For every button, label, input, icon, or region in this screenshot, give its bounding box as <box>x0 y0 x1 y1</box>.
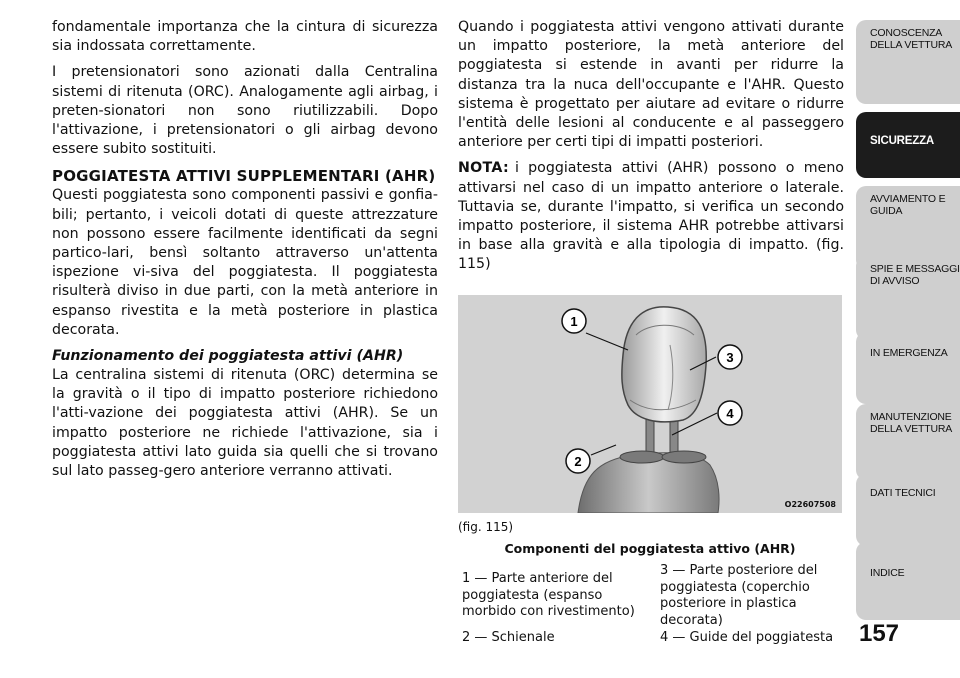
paragraph: I pretensionatori sono azionati dalla Centralina sistemi di ritenuta (ORC). Analogamente agli airbag, i preten-sionatori non sono riutilizzabili. Dopo l'attivazione, i pretensionatori o gli airbag devono essere subito sostituiti. <box>52 64 438 158</box>
callout-2 <box>566 449 590 473</box>
callout-3 <box>718 345 742 369</box>
figure-reference: (fig. 115) <box>458 520 514 534</box>
tab-conoscenza-vettura[interactable]: CONOSCENZA DELLA VETTURA <box>856 20 960 104</box>
left-column <box>52 18 438 481</box>
headrest-illustration <box>458 295 842 513</box>
tab-dati-tecnici[interactable]: DATI TECNICI <box>856 474 960 546</box>
page-number: 157 <box>858 620 900 647</box>
note-text: i poggiatesta attivi (AHR) possono o meno attivarsi nel caso di un impatto anteriore o laterale. Tuttavia se, durante l'impatto, si verifica un secondo impatto posteriore, il sistema AHR potrebbe attivarsi in base alla gravità e alla tipologia di impatto. (fig. 115) <box>458 160 844 273</box>
tab-manutenzione-vettura[interactable]: MANUTENZIONE DELLA VETTURA <box>856 404 960 480</box>
right-column <box>458 18 844 282</box>
legend-item: 3 — Parte posteriore del poggiatesta (coperchio posteriore in plastica decorata) <box>660 563 818 628</box>
tab-avviamento-guida[interactable]: AVVIAMENTO E GUIDA <box>856 186 960 270</box>
headrest-figure <box>458 295 842 513</box>
legend-item: 4 — Guide del poggiatesta <box>660 630 834 645</box>
paragraph: La centralina sistemi di ritenuta (ORC) determina se la gravità o il tipo di impatto posteriore richiedono l'atti-vazione dei poggiatesta attivi (AHR). Se un impatto posteriore ne richiede l'attivazione, sia i poggiatesta attivi lato guida sia quelli che si trovano sul lato passeg-gero anteriore verranno attivati. <box>52 367 438 480</box>
note-label: NOTA: <box>458 160 509 177</box>
callout-1 <box>562 309 586 333</box>
section-heading: POGGIATESTA ATTIVI SUPPLEMENTARI (AHR) <box>52 167 436 186</box>
tab-spie-messaggi[interactable]: SPIE E MESSAGGI DI AVVISO <box>856 256 960 340</box>
legend-item: 1 — Parte anteriore del poggiatesta (espanso morbido con rivestimento) <box>462 571 635 620</box>
svg-text:3: 3 <box>726 350 734 365</box>
chapter-sidebar <box>856 20 960 620</box>
svg-text:2: 2 <box>574 454 582 469</box>
figure-caption: Componenti del poggiatesta attivo (AHR) <box>504 541 796 556</box>
note-paragraph <box>458 159 844 274</box>
svg-text:4: 4 <box>726 406 734 421</box>
callout-4 <box>718 401 742 425</box>
figure-code: O22607508 <box>784 500 836 509</box>
paragraph: fondamentale importanza che la cintura di sicurezza sia indossata correttamente. <box>52 19 438 55</box>
paragraph: Questi poggiatesta sono componenti passivi e gonfia-bili; pertanto, i veicoli dotati di queste attrezzature non possono essere facilmente identificati da segni partico-lari, bensì soltanto attraverso un'attenta ispezione vi-siva del poggiatesta. Il poggiatesta risulterà diviso in due parti, con la metà anteriore in espanso rivestita e la metà posteriore in plastica decorata. <box>52 187 438 338</box>
tab-indice[interactable]: INDICE <box>856 542 960 620</box>
legend-item: 2 — Schienale <box>462 630 555 645</box>
tab-sicurezza[interactable]: SICUREZZA <box>856 112 960 178</box>
paragraph: Quando i poggiatesta attivi vengono attivati durante un impatto posteriore, la metà anteriore del poggiatesta si estende in avanti per ridurre la distanza tra la nuca dell'occupante e l'AHR. Questo sistema è progettato per aiutare ad evitare o ridurre l'entità delle lesioni al conducente e al passeggero anteriore per certi tipi di impatti posteriori. <box>458 19 844 151</box>
tab-in-emergenza[interactable]: IN EMERGENZA <box>856 332 960 404</box>
subsection-heading: Funzionamento dei poggiatesta attivi (AHR) <box>52 348 404 365</box>
svg-text:1: 1 <box>570 314 578 329</box>
